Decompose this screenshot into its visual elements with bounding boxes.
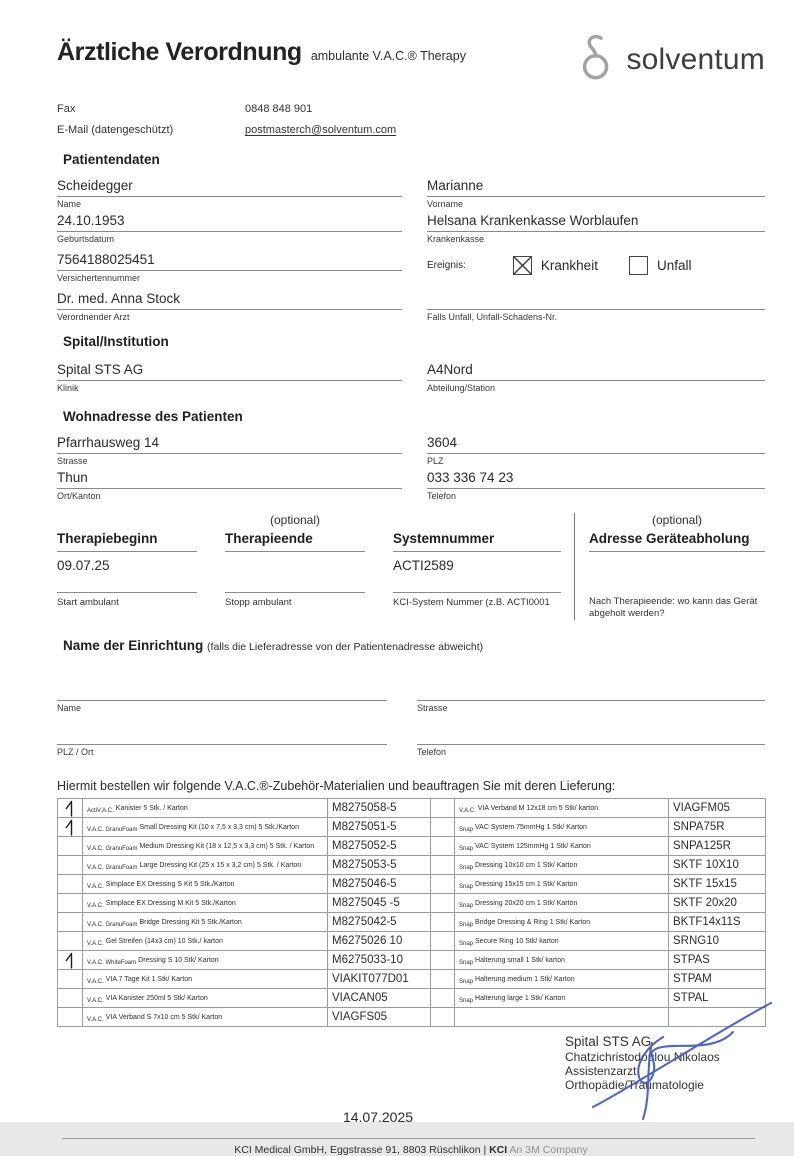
- field-ort-value: Thun: [57, 469, 402, 489]
- field-vorname-label: Vorname: [427, 199, 464, 209]
- product-code-right: STPAS: [669, 951, 766, 970]
- optional-note: [57, 513, 197, 531]
- description-cell-left: [83, 837, 328, 856]
- product-description: Dressing 20x20 cm 1 Stk/ Karton: [475, 900, 578, 907]
- field-krankenkasse: [427, 212, 765, 244]
- description-cell-right: [455, 1008, 669, 1027]
- product-code-right: VIAGFM05: [669, 799, 766, 818]
- field-einr-name-value: [57, 681, 387, 701]
- field-versichertennummer: [57, 247, 402, 283]
- product-brand: ActiV.A.C.: [87, 808, 114, 814]
- table-row: [58, 970, 766, 989]
- description-cell-right: [455, 894, 669, 913]
- therapiebeginn-header: Therapiebeginn: [57, 531, 197, 552]
- quantity-cell-right: [431, 818, 455, 837]
- product-code-right: STPAL: [669, 989, 766, 1008]
- quantity-cell-right: [431, 875, 455, 894]
- doctor-stamp: [565, 1033, 720, 1092]
- quantity-cell-right: [431, 894, 455, 913]
- form-date: 14.07.2025: [342, 1109, 414, 1125]
- quantity-cell-right: [431, 932, 455, 951]
- therapiebeginn-value: 09.07.25: [57, 552, 197, 593]
- product-description: Bridge Dressing Kit 5 Stk./Karton: [139, 919, 242, 926]
- quantity-cell-right: [431, 856, 455, 875]
- product-description: Dressing 15x15 cm 1 Stk/ Karton: [475, 881, 578, 888]
- fax-value: 0848 848 901: [245, 103, 313, 115]
- therapieende-header: Therapieende: [225, 531, 365, 552]
- product-description: Halterung small 1 Stk/ karton: [475, 957, 565, 964]
- quantity-cell-left: [58, 970, 83, 989]
- section-heading-einrichtung: [57, 638, 765, 653]
- field-plz-label: PLZ: [427, 456, 444, 466]
- field-einr-telefon-label: Telefon: [417, 747, 447, 757]
- product-brand: V.A.C. GranuFoam: [87, 846, 138, 852]
- product-description: Halterung large 1 Stk/ Karton: [475, 995, 566, 1002]
- product-brand: V.A.C. GranuFoam: [87, 865, 138, 871]
- optional-note: [393, 513, 561, 531]
- x-mark-icon: [512, 255, 533, 276]
- product-brand: V.A.C. WhiteFoam: [87, 960, 137, 966]
- product-description: Dressing 10x10 cm 1 Stk/ Karton: [475, 862, 578, 869]
- product-code-left: M8275052-5: [328, 837, 431, 856]
- description-cell-right: [455, 913, 669, 932]
- therapy-col-systemnummer: [393, 513, 561, 620]
- stamp-role: Assistenzarzt: [565, 1064, 637, 1078]
- therapy-col-abholung: [574, 513, 765, 620]
- order-table: [57, 798, 766, 1027]
- product-code-right: SRNG10: [669, 932, 766, 951]
- product-brand: V.A.C.: [87, 1017, 104, 1023]
- product-brand: V.A.C.: [87, 941, 104, 947]
- field-strasse: [57, 434, 402, 466]
- description-cell-left: [83, 818, 328, 837]
- product-code-left: M8275046-5: [328, 875, 431, 894]
- therapy-col-beginn: [57, 513, 197, 620]
- product-code-left: M8275045 -5: [328, 894, 431, 913]
- systemnummer-caption: KCI-System Nummer (z.B. ACTI0001: [393, 597, 550, 608]
- field-name: [57, 177, 402, 209]
- quantity-cell-left: [58, 799, 83, 818]
- spital-fields: [57, 361, 765, 393]
- therapy-block: [57, 513, 765, 620]
- checkbox-krankheit-label: Krankheit: [540, 258, 598, 273]
- page-subtitle: ambulante V.A.C.® Therapy: [310, 49, 466, 63]
- product-description: Secure Ring 10 Stk/ karton: [475, 938, 559, 945]
- product-description: Simplace EX Dressing M Kit 5 Stk./Karton: [105, 900, 236, 907]
- product-code-left: M6275026 10: [328, 932, 431, 951]
- product-brand: Snap: [459, 922, 474, 928]
- table-row: [58, 1008, 766, 1027]
- therapiebeginn-caption: Start ambulant: [57, 597, 119, 608]
- field-telefon: [427, 469, 765, 501]
- table-row: [58, 799, 766, 818]
- description-cell-left: [83, 932, 328, 951]
- field-krankenkasse-value: Helsana Krankenkasse Worblaufen: [427, 212, 765, 232]
- field-klinik: [57, 361, 402, 393]
- product-brand: V.A.C.: [87, 903, 104, 909]
- product-description: VAC System 75mmHg 1 Stk/ Karton: [475, 824, 587, 831]
- product-description: Large Dressing Kit (25 x 15 x 3,2 cm) 5 Stk. / Karton: [139, 862, 302, 869]
- table-row: [58, 989, 766, 1008]
- ereignis-label: Ereignis:: [427, 260, 466, 271]
- abholung-header: Adresse Geräteabholung: [589, 531, 765, 552]
- field-einr-telefon: [417, 725, 765, 757]
- field-einr-strasse: [417, 681, 765, 713]
- product-description: Simplace EX Dressing S Kit 5 Stk./Karton: [105, 881, 235, 888]
- field-arzt: [57, 286, 402, 322]
- field-strasse-label: Strasse: [57, 456, 88, 466]
- einrichtung-fields: [57, 681, 765, 757]
- product-brand: V.A.C.: [87, 998, 104, 1004]
- description-cell-right: [455, 799, 669, 818]
- product-description: Gel Streifen (14x3 cm) 10 Stk./ karton: [105, 938, 223, 945]
- field-arzt-value: Dr. med. Anna Stock: [57, 290, 402, 310]
- stamp-hospital: Spital STS AG: [565, 1034, 652, 1049]
- field-ort-label: Ort/Kanton: [57, 491, 101, 501]
- stamp-department: Orthopädie/Traumatologie: [565, 1078, 704, 1092]
- optional-note: (optional): [651, 513, 703, 527]
- quantity-cell-left: [58, 875, 83, 894]
- systemnummer-value: ACTI2589: [393, 552, 561, 593]
- footer-divider: [62, 1138, 755, 1139]
- quantity-cell-right: [431, 970, 455, 989]
- handwritten-mark-icon: [65, 800, 76, 817]
- quantity-cell-right: [431, 989, 455, 1008]
- product-description: Kanister 5 Stk. / Karton: [115, 805, 188, 812]
- field-plz-value: 3604: [427, 434, 765, 454]
- quantity-cell-left: [58, 989, 83, 1008]
- field-abteilung-label: Abteilung/Station: [427, 383, 496, 393]
- field-abteilung-value: A4Nord: [427, 361, 765, 381]
- ereignis-row: [427, 256, 765, 283]
- product-code-right: SNPA75R: [669, 818, 766, 837]
- section-heading-wohnadresse: Wohnadresse des Patienten: [63, 409, 243, 424]
- quantity-cell-right: [431, 951, 455, 970]
- field-geburtsdatum-value: 24.10.1953: [57, 212, 402, 232]
- product-brand: Snap: [459, 884, 474, 890]
- description-cell-left: [83, 989, 328, 1008]
- therapy-col-ende: [225, 513, 365, 620]
- patient-fields: [57, 177, 765, 322]
- therapieende-caption: Stopp ambulant: [225, 597, 292, 608]
- table-row: [58, 894, 766, 913]
- product-brand: Snap: [459, 865, 474, 871]
- footer-3m-suffix: An 3M Company: [507, 1144, 588, 1156]
- product-code-right: SNPA125R: [669, 837, 766, 856]
- field-einr-plz-ort-value: [57, 725, 387, 745]
- wohnadresse-fields: [57, 434, 765, 501]
- handwritten-mark-icon: [65, 819, 76, 836]
- table-row: [58, 856, 766, 875]
- description-cell-right: [455, 856, 669, 875]
- description-cell-right: [455, 989, 669, 1008]
- header: [57, 38, 765, 87]
- signature-zone: [57, 1027, 765, 1101]
- product-brand: Snap: [459, 979, 474, 985]
- abholung-caption: Nach Therapieende: wo kann das Gerät abgeholt werden?: [589, 596, 758, 619]
- footer-company-address: KCI Medical GmbH, Eggstrasse 91, 8803 Rüschlikon |: [234, 1144, 490, 1156]
- systemnummer-header: Systemnummer: [393, 531, 561, 552]
- product-code-left: VIAKIT077D01: [328, 970, 431, 989]
- email-link[interactable]: postmasterch@solventum.com: [245, 124, 397, 136]
- product-code-right: [669, 1008, 766, 1027]
- fax-label: Fax: [57, 103, 76, 115]
- description-cell-right: [455, 818, 669, 837]
- field-klinik-label: Klinik: [57, 383, 79, 393]
- field-plz: [427, 434, 765, 466]
- table-row: [58, 932, 766, 951]
- product-description: Medium Dressing Kit (18 x 12,5 x 3,3 cm) 5 Stk. / Karton: [139, 843, 315, 850]
- description-cell-right: [455, 951, 669, 970]
- page-title: Ärztliche Verordnung: [57, 38, 302, 66]
- product-code-left: M8275053-5: [328, 856, 431, 875]
- field-einr-strasse-label: Strasse: [417, 703, 448, 713]
- field-name-label: Name: [57, 199, 82, 209]
- field-strasse-value: Pfarrhausweg 14: [57, 434, 402, 454]
- product-brand: Snap: [459, 827, 474, 833]
- footer-kci-brand: KCI: [489, 1144, 508, 1156]
- description-cell-right: [455, 932, 669, 951]
- field-einr-strasse-value: [417, 681, 765, 701]
- product-code-right: STPAM: [669, 970, 766, 989]
- product-code-left: VIACAN05: [328, 989, 431, 1008]
- quantity-cell-right: [431, 799, 455, 818]
- product-brand: Snap: [459, 903, 474, 909]
- description-cell-right: [455, 970, 669, 989]
- optional-note: (optional): [269, 513, 321, 527]
- description-cell-left: [83, 970, 328, 989]
- quantity-cell-left: [58, 837, 83, 856]
- description-cell-right: [455, 837, 669, 856]
- product-description: Halterung medium 1 Stk/ Karton: [475, 976, 575, 983]
- section-heading-spital: Spital/Institution: [63, 334, 169, 349]
- product-brand: Snap: [459, 941, 474, 947]
- field-krankenkasse-label: Krankenkasse: [427, 234, 485, 244]
- quantity-cell-left: [58, 856, 83, 875]
- description-cell-left: [83, 856, 328, 875]
- field-versichertennummer-label: Versichertennummer: [57, 273, 141, 283]
- description-cell-left: [83, 951, 328, 970]
- product-code-left: M6275033-10: [328, 951, 431, 970]
- handwritten-mark-icon: [65, 952, 76, 969]
- product-brand: V.A.C.: [459, 808, 476, 814]
- field-einr-telefon-value: [417, 725, 765, 745]
- footer-company-line: [57, 1144, 765, 1156]
- field-abteilung: [427, 361, 765, 393]
- quantity-cell-right: [431, 1008, 455, 1027]
- field-ort: [57, 469, 402, 501]
- product-code-right: SKTF 10X10: [669, 856, 766, 875]
- order-intro: Hiermit bestellen wir folgende V.A.C.®-Zubehör-Materialien und beauftragen Sie mit deren Lieferung:: [57, 779, 616, 793]
- quantity-cell-left: [58, 951, 83, 970]
- quantity-cell-left: [58, 932, 83, 951]
- product-description: VIA Kanister 250ml 5 Stk/ Karton: [105, 995, 208, 1002]
- field-vorname: [427, 177, 765, 209]
- table-row: [58, 875, 766, 894]
- quantity-cell-left: [58, 818, 83, 837]
- field-unfall-nr-label: Falls Unfall, Unfall-Schadens-Nr.: [427, 312, 558, 322]
- quantity-cell-right: [431, 913, 455, 932]
- section-heading-patientendaten: Patientendaten: [63, 152, 160, 167]
- field-einr-plz-ort: [57, 725, 387, 757]
- abholung-value: [589, 552, 765, 592]
- product-code-right: BKTF14x11S: [669, 913, 766, 932]
- product-brand: Snap: [459, 998, 474, 1004]
- field-telefon-value: 033 336 74 23: [427, 469, 765, 489]
- product-brand: V.A.C. GranuFoam: [87, 922, 138, 928]
- field-unfall-nr-value: [427, 290, 765, 310]
- field-name-value: Scheidegger: [57, 177, 402, 197]
- stamp-doctor-name: Chatzichristodoulou Nikolaos: [565, 1050, 720, 1064]
- therapieende-value: [225, 552, 365, 593]
- field-versichertennummer-value: 7564188025451: [57, 251, 402, 271]
- field-telefon-label: Telefon: [427, 491, 457, 501]
- table-row: [58, 951, 766, 970]
- solventum-logo: [580, 32, 765, 87]
- description-cell-left: [83, 875, 328, 894]
- description-cell-left: [83, 1008, 328, 1027]
- product-description: Bridge Dressing & Ring 1 Stk/ Karton: [475, 919, 591, 926]
- product-brand: Snap: [459, 960, 474, 966]
- description-cell-left: [83, 799, 328, 818]
- field-arzt-label: Verordnender Arzt: [57, 312, 130, 322]
- email-label: E-Mail (datengeschützt): [57, 124, 174, 136]
- field-unfall-nr: [427, 286, 765, 322]
- product-brand: V.A.C. GranuFoam: [87, 827, 138, 833]
- quantity-cell-left: [58, 1008, 83, 1027]
- field-geburtsdatum: [57, 212, 402, 244]
- product-description: VIA Verband S 7x10 cm 5 Stk/ Karton: [105, 1014, 223, 1021]
- field-einr-name-label: Name: [57, 703, 82, 713]
- quantity-cell-left: [58, 894, 83, 913]
- product-code-right: SKTF 15x15: [669, 875, 766, 894]
- product-description: VIA Verband M 12x18 cm 5 Stk/ karton: [477, 805, 599, 812]
- product-code-left: VIAGFS05: [328, 1008, 431, 1027]
- einrichtung-heading-text: Name der Einrichtung: [63, 638, 204, 653]
- product-code-left: M8275051-5: [328, 818, 431, 837]
- field-einr-plz-ort-label: PLZ / Ort: [57, 747, 94, 757]
- field-einr-name: [57, 681, 387, 713]
- checkbox-krankheit: [513, 256, 532, 275]
- checkbox-unfall: [629, 256, 648, 275]
- field-geburtsdatum-label: Geburtsdatum: [57, 234, 115, 244]
- product-code-left: M8275058-5: [328, 799, 431, 818]
- field-vorname-value: Marianne: [427, 177, 765, 197]
- solventum-s-icon: [580, 32, 617, 87]
- table-row: [58, 818, 766, 837]
- field-klinik-value: Spital STS AG: [57, 361, 402, 381]
- product-description: Small Dressing Kit (10 x 7,5 x 3,3 cm) 5 Stk./Karton: [139, 824, 299, 831]
- table-row: [58, 837, 766, 856]
- product-code-right: SKTF 20x20: [669, 894, 766, 913]
- product-brand: V.A.C.: [87, 979, 104, 985]
- quantity-cell-right: [431, 837, 455, 856]
- product-description: VAC System 125mmHg 1 Stk/ Karton: [475, 843, 591, 850]
- product-brand: Snap: [459, 846, 474, 852]
- einrichtung-heading-note: (falls die Lieferadresse von der Patientenadresse abweicht): [207, 641, 484, 653]
- product-description: VIA 7 Tage Kit 1 Stk/ Karton: [105, 976, 193, 983]
- quantity-cell-left: [58, 913, 83, 932]
- product-description: Dressing S 10 Stk/ Karton: [138, 957, 219, 964]
- product-brand: V.A.C.: [87, 884, 104, 890]
- description-cell-left: [83, 894, 328, 913]
- checkbox-unfall-label: Unfall: [656, 258, 692, 273]
- table-row: [58, 913, 766, 932]
- logo-wordmark: solventum: [626, 42, 765, 76]
- product-code-left: M8275042-5: [328, 913, 431, 932]
- contact-block: [57, 103, 765, 136]
- description-cell-left: [83, 913, 328, 932]
- description-cell-right: [455, 875, 669, 894]
